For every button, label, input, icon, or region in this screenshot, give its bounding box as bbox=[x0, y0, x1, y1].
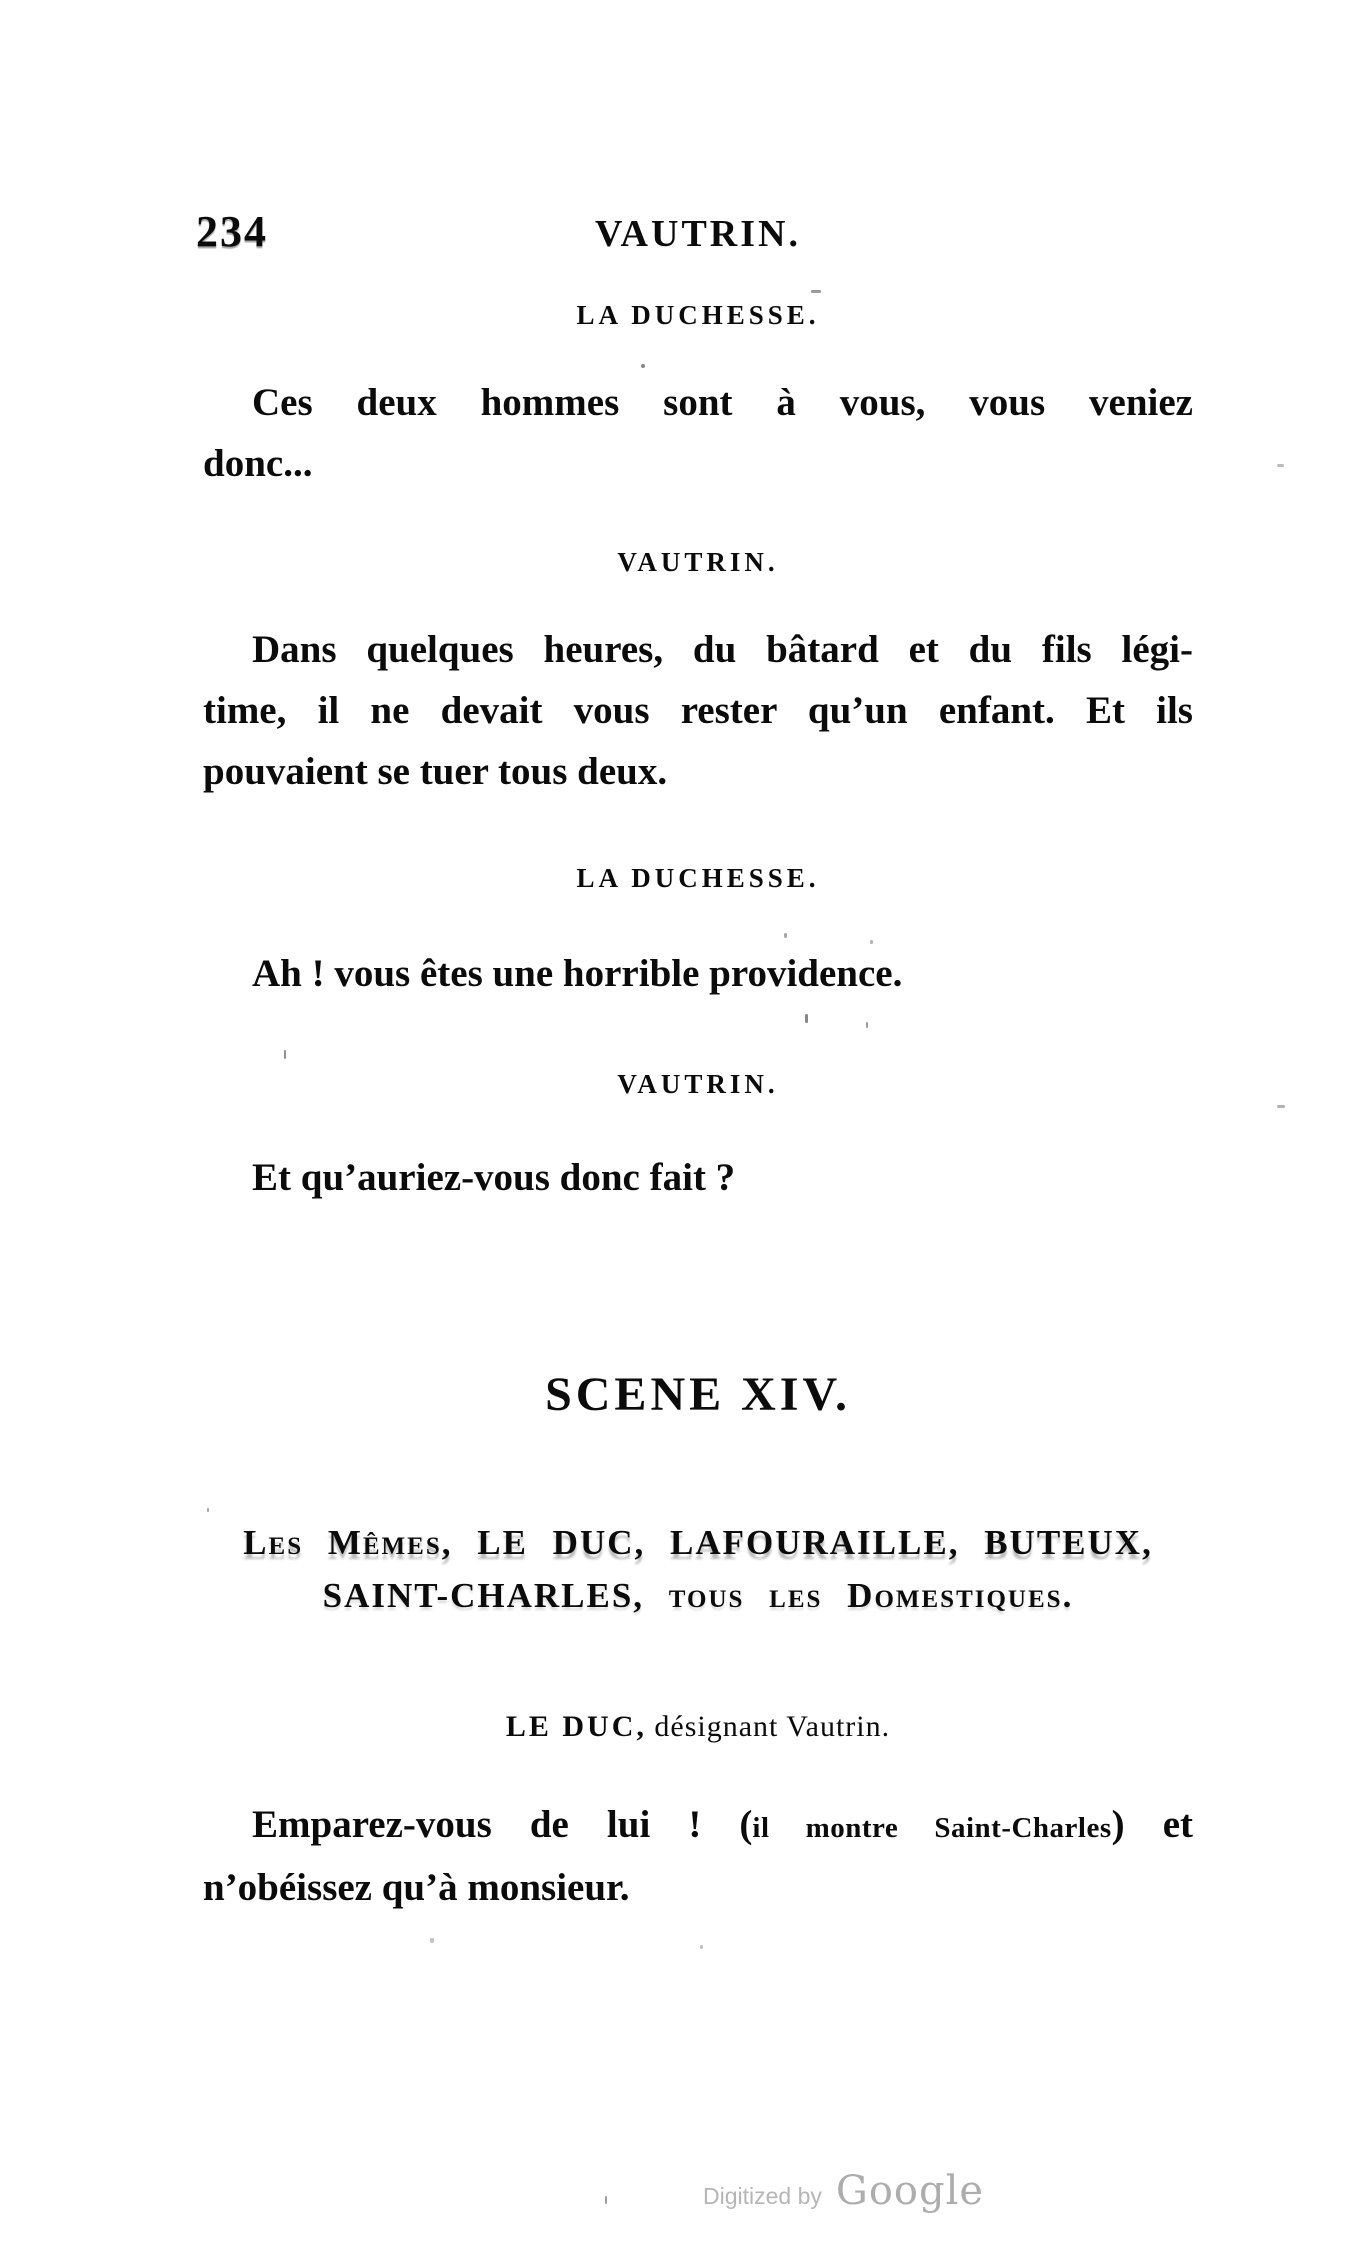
digitized-by-label: Digitized by bbox=[703, 2183, 822, 2209]
dialogue-line: n’obéissez qu’à monsieur. bbox=[203, 1866, 630, 1909]
speaker-heading-vautrin-2: VAUTRIN. bbox=[617, 1069, 779, 1099]
stage-cue bbox=[203, 1710, 1193, 1744]
speaker-heading-vautrin-1: VAUTRIN. bbox=[617, 547, 779, 577]
dialogue-line: Dans quelques heures, du bâtard et du fils légi- bbox=[252, 628, 1193, 671]
dialogue-line: donc... bbox=[203, 442, 313, 485]
scan-speck bbox=[811, 290, 821, 293]
scan-speck bbox=[430, 1938, 434, 1943]
cast-list-line: Les Mêmes, LE DUC, LAFOURAILLE, BUTEUX, bbox=[243, 1523, 1153, 1562]
scan-speck bbox=[1277, 1105, 1285, 1108]
dialogue-line: Et qu’auriez-vous donc fait ? bbox=[252, 1156, 736, 1199]
dialogue-paragraph-5 bbox=[203, 1795, 1193, 1918]
scene-heading: SCENE XIV. bbox=[545, 1368, 851, 1421]
stage-note: il montre Saint-Charles bbox=[752, 1812, 1112, 1844]
scan-footer bbox=[703, 2168, 984, 2214]
dialogue-paragraph-3 bbox=[203, 943, 1193, 1004]
scan-speck bbox=[1277, 464, 1284, 467]
dialogue-line bbox=[203, 1795, 1193, 1858]
scan-speck bbox=[605, 2196, 607, 2204]
dialogue-paragraph-1 bbox=[203, 372, 1193, 494]
scan-speck bbox=[700, 1945, 703, 1949]
scan-speck bbox=[284, 1050, 286, 1059]
scan-speck bbox=[641, 364, 645, 368]
cue-speaker: LE DUC, bbox=[505, 1710, 647, 1743]
cast-list-line: SAINT-CHARLES, tous les Domestiques. bbox=[322, 1576, 1074, 1615]
scan-speck bbox=[866, 1022, 868, 1028]
speaker-heading-duchesse-1: LA DUCHESSE. bbox=[576, 300, 820, 330]
dialogue-paragraph-2 bbox=[203, 619, 1193, 802]
dialogue-line: pouvaient se tuer tous deux. bbox=[203, 750, 668, 793]
dialogue-text: ) et bbox=[1111, 1803, 1194, 1846]
scan-speck bbox=[805, 1014, 808, 1023]
dialogue-paragraph-4 bbox=[203, 1147, 1193, 1208]
cue-direction: désignant Vautrin. bbox=[654, 1710, 891, 1743]
dialogue-text: Emparez-vous de lui ! ( bbox=[252, 1803, 753, 1846]
cast-list bbox=[203, 1516, 1193, 1622]
dialogue-line: Ah ! vous êtes une horrible providence. bbox=[252, 952, 903, 995]
scan-speck bbox=[870, 940, 873, 944]
dialogue-line: time, il ne devait vous rester qu’un enfant. Et ils bbox=[203, 689, 1193, 732]
speaker-heading-duchesse-2: LA DUCHESSE. bbox=[576, 863, 820, 893]
scan-speck bbox=[784, 933, 787, 938]
scan-speck bbox=[207, 1508, 209, 1512]
google-logo: Google bbox=[835, 2168, 985, 2214]
running-title: VAUTRIN. bbox=[595, 213, 801, 255]
dialogue-line: Ces deux hommes sont à vous, vous veniez bbox=[252, 381, 1193, 424]
page-number: 234 bbox=[196, 207, 268, 256]
